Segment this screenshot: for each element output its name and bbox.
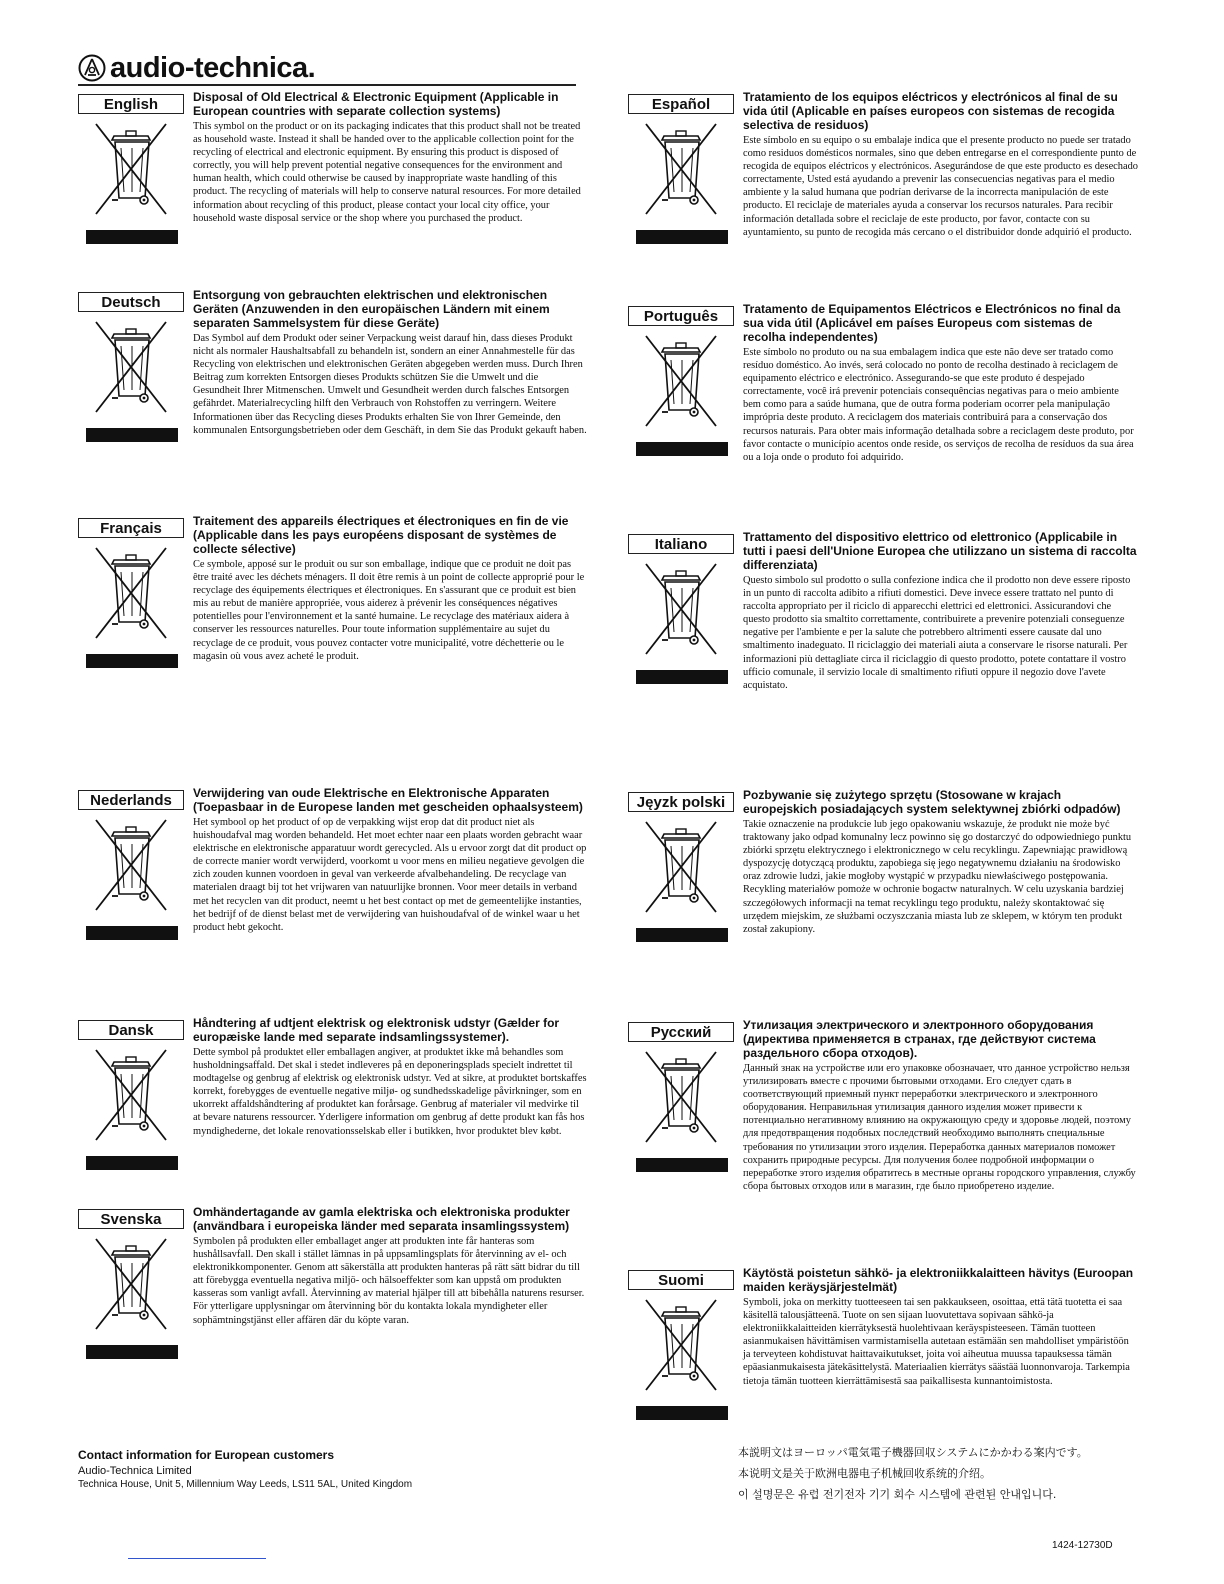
black-bar <box>86 1156 178 1170</box>
black-bar <box>636 670 728 684</box>
language-label: Français <box>78 518 184 538</box>
black-bar <box>636 230 728 244</box>
black-bar <box>86 926 178 940</box>
contact-title: Contact information for European customers <box>78 1448 335 1462</box>
section-body: Symbolen på produkten eller emballaget anger att produkten inte får hanteras som hushållsavfall. Den skall i stället lämnas in på uppsamlingsplats för återvinning av el- och elektronikkomponenter. Genom att säkerställa att produkten hanteras på rätt sätt bidrar du till att förebygga eventuella negativa miljö- och hälsoeffekter som kan uppstå om produkten kasseras som vanligt avfall. Återvinning av material hjälper till att bibehålla naturens resurser. För ytterligare upplysningar om återvinning bör du kontakta lokala myndigheter eller sophämtningstjänst eller affären där du köpte varan. <box>193 1236 585 1326</box>
language-label: Deutsch <box>78 292 184 312</box>
section-body: This symbol on the product or on its packaging indicates that this product shall not be treated as household waste. Instead it shall be handed over to the applicable collection point for the recycling of electrical and electronic equipment. By ensuring this product is disposed of correctly, you will help prevent potential negative consequences for the environment and human health, which could otherwise be caused by inappropriate waste handling of this product. The recycling of materials will help to conserve natural resources. For more detailed information about recycling of this product, please contact your local city office, your household waste disposal service or the shop where you purchased the product. <box>193 121 581 224</box>
document-number: 1424-12730D <box>1052 1540 1113 1551</box>
japanese-note: 本説明文はヨーロッパ電気電子機器回収システムにかかわる案内です。 <box>738 1446 1088 1459</box>
contact-block <box>78 1448 412 1492</box>
contact-company: Audio-Technica Limited <box>78 1465 192 1477</box>
section-body: Dette symbol på produktet eller emballagen angiver, at produktet ikke må behandles som husholdningsaffald. Det skal i stedet indleveres på en deponeringsplads specielt indrettet til modtagelse og genbrug af elektrisk og elektronisk udstyr. Ved at sikre, at produktet bortskaffes korrekt, forebygges de eventuelle negative miljø- og sundhedsskadelige påvirkninger, som en ukorrekt affaldshåndtering af produktet kan forårsage. Genbrug af materialer vil medvirke til at bevare naturens ressourcer. Yderligere information om genbrug af dette produkt kan fås hos myndighederne, det lokale renovationsselskab eller i butikken, hvor produktet blev købt. <box>193 1047 587 1137</box>
section-content <box>193 288 588 437</box>
black-bar <box>86 1345 178 1359</box>
section-content <box>193 90 588 225</box>
section-content <box>743 1018 1138 1193</box>
crossed-out-wheelie-bin-icon <box>88 1044 174 1144</box>
section-heading: Verwijdering van oude Elektrische en Elektronische Apparaten (Toepasbaar in de Europese landen met gescheiden ophaalsysteem) <box>193 786 583 814</box>
section-content <box>193 786 588 934</box>
black-bar <box>636 1406 728 1420</box>
section-heading: Tratamento de Equipamentos Eléctricos e Electrónicos no final da sua vida útil (Aplicável em países Europeus com sistemas de recolha independentes) <box>743 302 1121 344</box>
black-bar <box>86 230 178 244</box>
section-heading: Käytöstä poistetun sähkö- ja elektroniikkalaitteen hävitys (Euroopan maiden keräysjärjestelmät) <box>743 1266 1134 1294</box>
section-content <box>743 788 1138 936</box>
crossed-out-wheelie-bin-icon <box>638 118 724 218</box>
bottom-link-line <box>128 1558 266 1559</box>
language-label: Português <box>628 306 734 326</box>
black-bar <box>636 442 728 456</box>
section-body: Ce symbole, apposé sur le produit ou sur son emballage, indique que ce produit ne doit pas être traité avec les déchets ménagers. Il doit être remis à un point de collecte approprié pour le recyclage des équipements électriques et électroniques. En s'assurant que ce produit est bien mis au rebut de manière appropriée, vous aiderez à prévenir les conséquences négatives potentielles pour l'environnement et la santé humaine. Le recyclage des matériaux aidera à conserver les ressources naturelles. Pour toute information supplémentaire au sujet du recyclage de ce produit, vous pouvez contacter votre municipalité, votre déchetterie ou le magasin où vous avez acheté le produit. <box>193 559 585 662</box>
crossed-out-wheelie-bin-icon <box>638 1294 724 1394</box>
language-label: Italiano <box>628 534 734 554</box>
section-content <box>193 1016 588 1138</box>
section-content <box>743 302 1138 464</box>
section-body: Questo simbolo sul prodotto o sulla confezione indica che il prodotto non deve essere riposto in un punto di raccolta adibito a rifiuti domestici. Deve invece essere trattato nel punto di raccolta appropriato per il riciclo di apparecchi elettrici ed elettronici. Assicurandovi che questo prodotto sia smaltito correttamente, contribuirete a prevenire potenziali conseguenze negative per l'ambiente e per la salute che potrebbero altrimenti essere causate dal uno smaltimento inadeguato. Il riciclaggio dei materiali aiuta a conservare le risorse naturali. Per informazioni più dettagliate circa il riciclaggio di questo prodotto, potete contattare il vostro ufficio comunale, il servizio locale di smaltimento rifiuti oppure il negozio dove l'avete acquistato. <box>743 575 1131 691</box>
section-body: Este símbolo no produto ou na sua embalagem indica que este não deve ser tratado como resíduo doméstico. Ao invés, será colocado no ponto de recolha destinado à reciclagem de equipamento eléctrico e electrónico. Assegurando-se que este produto é despejado correctamente, você irá prevenir potenciais consequências negativas para o meio ambiente bem como para a saúde humana, que de outra forma poderiam ocorrer pela manipulação imprópria deste produto. A reciclagem dos materiais contribuirá para a conservação dos recursos naturais. Para obter mais informação detalhada sobre a reciclagem deste produto, por favor contacte o município acentos onde reside, os serviços de recolha de resíduos da sua área ou a loja onde o produto foi adquirido. <box>743 347 1134 463</box>
crossed-out-wheelie-bin-icon <box>638 1046 724 1146</box>
header-rule <box>78 84 576 86</box>
section-body: Het symbool op het product of op de verpakking wijst erop dat dit product niet als huishoudafval mag worden behandeld. Het moet echter naar een plaats worden gebracht waar elektrische en elektronische apparatuur wordt gerecycled. Als u ervoor zorgt dat dit product op de correcte manier wordt verwijderd, voorkomt u voor mens en milieu negatieve gevolgen die zich zouden kunnen voordoen in geval van verkeerde afvalbehandeling. De recyclage van materialen draagt bij tot het vrijwaren van natuurlijke bronnen. Voor meer details in verband met het recyclen van dit product, neemt u het best contact op met de gemeentelijke instanties, het bedrijf of de dienst belast met de verwijdering van huishoudafval of de winkel waar u het product hebt gekocht. <box>193 817 587 933</box>
cjk-notes <box>738 1444 1088 1507</box>
crossed-out-wheelie-bin-icon <box>88 316 174 416</box>
language-label: Español <box>628 94 734 114</box>
section-body: Takie oznaczenie na produkcie lub jego opakowaniu wskazuje, że produkt nie może być traktowany jako odpad komunalny lecz powinno się go dostarczyć do odpowiedniego punktu zbiórki sprzętu elektrycznego i elektronicznego w celu recyklingu. Zapewniając prawidłową dyspozycję dotyczącą produktu, zapobiega się jego negatywnemu działaniu na środowisko oraz zdrowie ludzi, jakie mogłoby wystąpić w przypadku niewłaściwego postępowania. Recykling materiałów pomoże w ochronie bogactw naturalnych. W celu uzyskania bardziej szczegółowych informacji na temat recyklingu tego produktu, należy skontaktować się urzędem miejskim, ze służbami oczyszczania miasta lub ze sklepem, w którym ten produkt został zakupiony. <box>743 819 1132 935</box>
crossed-out-wheelie-bin-icon <box>638 558 724 658</box>
section-heading: Håndtering af udtjent elektrisk og elektronisk udstyr (Gælder for europæiske lande med separate indsamlingssystemer). <box>193 1016 560 1044</box>
language-label: English <box>78 94 184 114</box>
crossed-out-wheelie-bin-icon <box>88 814 174 914</box>
section-heading: Entsorgung von gebrauchten elektrischen und elektronischen Geräten (Anzuwenden in den europäischen Ländern mit einem separaten Sammelsystem für diese Geräte) <box>193 288 550 330</box>
section-body: Das Symbol auf dem Produkt oder seiner Verpackung weist darauf hin, dass dieses Produkt nicht als normaler Haushaltsabfall zu behandeln ist, sondern an einer Annahmestelle für das Recycling von elektrischen und elektronischen Geräten abgegeben werden muss. Durch Ihren Beitrag zum korrekten Entsorgen dieses Produkts schützen Sie die Umwelt und die Gesundheit Ihrer Mitmenschen. Umwelt und Gesundheit werden durch falsches Entsorgen gefährdet. Materialrecycling hilft den Verbrauch von Rohstoffen zu verringern. Weitere Informationen über das Recycling dieses Produkts erhalten Sie von Ihrer Gemeinde, den kommunalen Entsorgungsbetrieben oder dem Geschäft, in dem Sie das Produkt gekauft haben. <box>193 333 587 436</box>
language-label: Svenska <box>78 1209 184 1229</box>
section-heading: Trattamento del dispositivo elettrico od elettronico (Applicabile in tutti i paesi dell'Unione Europea che utilizzano un sistema di raccolta differenziata) <box>743 530 1137 572</box>
crossed-out-wheelie-bin-icon <box>638 330 724 430</box>
crossed-out-wheelie-bin-icon <box>638 816 724 916</box>
section-content <box>193 514 588 663</box>
brand-name: audio-technica. <box>110 51 316 84</box>
korean-note: 이 설명문은 유럽 전기전자 기기 회수 시스템에 관련된 안내입니다. <box>738 1488 1057 1501</box>
section-heading: Утилизация электрического и электронного оборудования (директива применяется в странах, где действуют система раздельного сбора отходов). <box>743 1018 1096 1060</box>
language-label: Nederlands <box>78 790 184 810</box>
section-content <box>193 1205 588 1327</box>
section-body: Este símbolo en su equipo o su embalaje indica que el presente producto no puede ser tratado como residuos domésticos normales, sino que deben entregarse en el correspondiente punto de recogida de equipos eléctricos y electrónicos. Asegurándose de que este producto es desechado correctamente, Usted está ayudando a prevenir las consecuencias negativas para el medio ambiente y la salud humana que podrían derivarse de la incorrecta manipulación de este producto. El reciclaje de materiales ayuda a conservar los recursos naturales. Para recibir información detallada sobre el reciclaje de este producto, por favor, contacte con su ayuntamiento, su punto de recogida más cercano o el distribuidor donde adquirió el producto. <box>743 135 1138 238</box>
crossed-out-wheelie-bin-icon <box>88 542 174 642</box>
crossed-out-wheelie-bin-icon <box>88 118 174 218</box>
language-label: Jęyzk polski <box>628 792 734 812</box>
brand-logo <box>78 48 315 88</box>
crossed-out-wheelie-bin-icon <box>88 1233 174 1333</box>
chinese-note: 本说明文是关于欧洲电器电子机械回收系统的介绍。 <box>738 1467 991 1480</box>
black-bar <box>636 928 728 942</box>
black-bar <box>636 1158 728 1172</box>
audio-technica-logo-icon <box>78 54 106 82</box>
section-heading: Tratamiento de los equipos eléctricos y electrónicos al final de su vida útil (Aplicable en países europeos con sistemas de recogida selectiva de residuos) <box>743 90 1118 132</box>
language-label: Русский <box>628 1022 734 1042</box>
black-bar <box>86 654 178 668</box>
section-heading: Traitement des appareils électriques et électroniques en fin de vie (Applicable dans les pays européens disposant de systèmes de collecte sélective) <box>193 514 569 556</box>
section-content <box>743 90 1138 239</box>
section-content <box>743 1266 1138 1388</box>
section-heading: Pozbywanie się zużytego sprzętu (Stosowane w krajach europejskich posiadających system selektywnej zbiórki odpadów) <box>743 788 1121 816</box>
language-label: Dansk <box>78 1020 184 1040</box>
section-body: Данный знак на устройстве или его упаковке обозначает, что данное устройство нельзя утилизировать вместе с прочими бытовыми отходами. Его следует сдать в соответствующий приемный пункт переработки электрического и электронного оборудования. Неправильная утилизация данного изделия может привести к потенциально негативному влиянию на окружающую среду и здоровье людей, поэтому для предотвращения подобных последствий необходимо выполнять специальные требования по утилизации этого изделия. Переработка данных материалов поможет сохранить природные ресурсы. Для получения более подробной информации о переработке этого изделия обратитесь в местные органы городского управления, службу сбора бытовых отходов или в магазин, где было приобретено изделие. <box>743 1063 1136 1192</box>
contact-address: Technica House, Unit 5, Millennium Way Leeds, LS11 5AL, United Kingdom <box>78 1479 413 1490</box>
section-content <box>743 530 1138 692</box>
section-heading: Omhändertagande av gamla elektriska och elektroniska produkter (användbara i europeiska länder med separata insamlingssystem) <box>193 1205 570 1233</box>
section-heading: Disposal of Old Electrical & Electronic Equipment (Applicable in European countries with separate collection systems) <box>193 90 559 118</box>
language-label: Suomi <box>628 1270 734 1290</box>
section-body: Symboli, joka on merkitty tuotteeseen tai sen pakkaukseen, osoittaa, että tätä tuotetta ei saa käsitellä talousjätteenä. Tuote on sen sijaan luovutettava sopivaan sähkö-ja elektroniikkalaitteiden kierrätyksestä huolehtivaan keräyspisteeseen. Tämän tuotteen asianmukaisen hävittämisen varmistamisella autetaan estämään sen mahdolliset ympäristöön ja terveyteen kohdistuvat haittavaikutukset, joita voi aiheutua muussa tapauksessa tämän epäasianmukaisesta jätekäsittelystä. Materiaalien kierrätys säästää luonnonvaroja. Tarkempia tietoja tämän tuotteen kierrättämisestä saa paikallisesta kunnantoimistosta. <box>743 1297 1130 1387</box>
black-bar <box>86 428 178 442</box>
